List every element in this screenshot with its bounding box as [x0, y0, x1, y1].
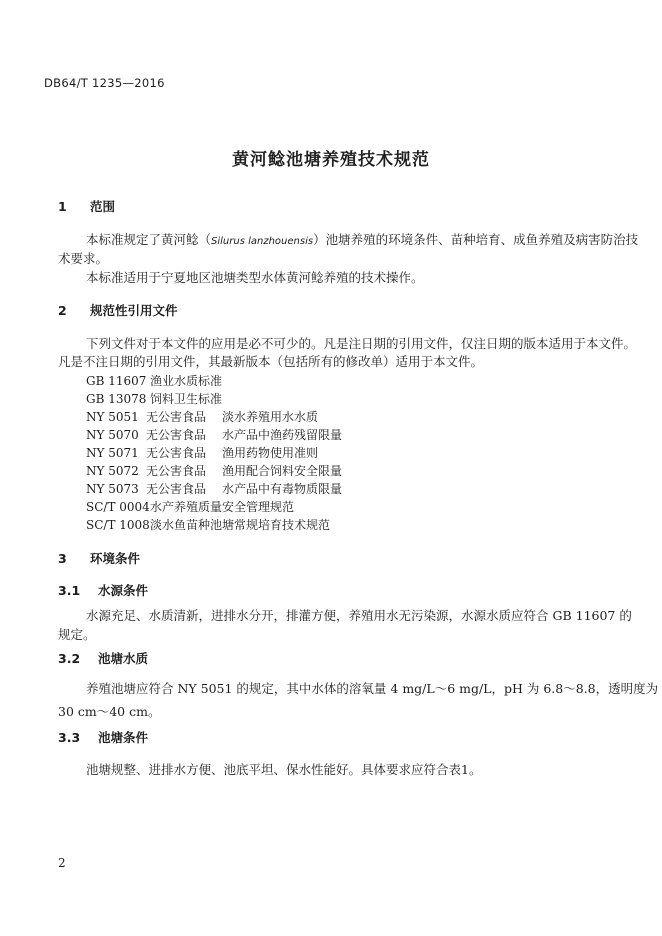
reference-category: 无公害食品: [146, 464, 207, 478]
section-number: 1: [58, 199, 67, 214]
reference-title: 淡水鱼苗种池塘常规培育技术规范: [150, 518, 331, 532]
water-quality-line-2: 30 cm～40 cm。: [58, 704, 161, 719]
reference-category: 无公害食品: [146, 482, 207, 496]
reference-title: 水产品中渔药残留限量: [222, 428, 343, 442]
reference-code: NY 5051: [86, 410, 139, 424]
page-title: 黄河鲶池塘养殖技术规范: [232, 150, 430, 170]
water-source-line-1: 水源充足、水质清新，进排水分开，排灌方便，养殖用水无污染源，水源水质应符合 GB 11607 的: [86, 608, 632, 623]
reference-item: [86, 462, 342, 479]
scope-paragraph-2: 本标准适用于宁夏地区池塘类型水体黄河鲶养殖的技术操作。: [86, 270, 424, 285]
reference-item: [86, 444, 318, 461]
document-code: DB64/T 1235—2016: [44, 76, 165, 90]
text-fragment: ）池塘养殖的环境条件、苗种培育、成鱼养殖及病害防治技: [313, 232, 639, 247]
reference-code: SC/T 0004: [86, 500, 150, 514]
reference-item: [86, 372, 222, 389]
reference-title: 饲料卫生标准: [150, 392, 223, 406]
reference-code: NY 5073: [86, 482, 139, 496]
reference-item: [86, 498, 294, 515]
reference-item: [86, 516, 330, 533]
section-1-heading: [58, 197, 115, 215]
subsection-3-1-heading: [58, 581, 148, 599]
reference-code: GB 11607: [86, 374, 147, 388]
reference-title: 淡水养殖用水水质: [222, 410, 319, 424]
section-number: 2: [58, 303, 67, 318]
water-source-line-2: 规定。: [58, 627, 96, 642]
reference-code: SC/T 1008: [86, 518, 150, 532]
reference-code: NY 5071: [86, 446, 139, 460]
section-3-heading: [58, 549, 140, 567]
scope-paragraph-line-2: 术要求。: [58, 251, 109, 266]
reference-code: NY 5070: [86, 428, 139, 442]
reference-title: 渔用药物使用准则: [222, 446, 319, 460]
reference-title: 渔用配合饲料安全限量: [222, 464, 343, 478]
subsection-title: 池塘条件: [98, 730, 149, 745]
reference-category: 无公害食品: [146, 410, 207, 424]
subsection-number: 3.3: [58, 730, 81, 745]
subsection-number: 3.2: [58, 651, 81, 666]
text-fragment: 本标准规定了黄河鲶（: [86, 232, 212, 247]
subsection-3-2-heading: [58, 649, 148, 667]
reference-code: GB 13078: [86, 392, 147, 406]
references-intro-line-1: 下列文件对于本文件的应用是必不可少的。凡是注日期的引用文件，仅注日期的版本适用于本文件。: [86, 336, 637, 351]
section-title: 范围: [90, 199, 116, 214]
page-number: 2: [58, 856, 66, 870]
subsection-3-3-heading: [58, 728, 148, 746]
reference-item: [86, 426, 342, 443]
scope-paragraph-line-1: [86, 229, 638, 252]
reference-category: 无公害食品: [146, 428, 207, 442]
section-title: 规范性引用文件: [90, 303, 178, 318]
reference-category: 无公害食品: [146, 446, 207, 460]
reference-title: 水产品中有毒物质限量: [222, 482, 343, 496]
reference-item: [86, 390, 222, 407]
reference-item: [86, 480, 342, 497]
subsection-title: 池塘水质: [98, 651, 149, 666]
section-2-heading: [58, 301, 178, 319]
water-quality-line-1: 养殖池塘应符合 NY 5051 的规定，其中水体的溶氧量 4 mg/L～6 mg/L，pH 为 6.8～8.8，透明度为: [86, 681, 659, 696]
section-title: 环境条件: [90, 551, 141, 566]
reference-code: NY 5072: [86, 464, 139, 478]
subsection-title: 水源条件: [98, 583, 149, 598]
subsection-number: 3.1: [58, 583, 81, 598]
reference-title: 水产养殖质量安全管理规范: [150, 500, 295, 514]
section-number: 3: [58, 551, 67, 566]
reference-item: [86, 408, 318, 425]
pond-conditions-line-1: 池塘规整、进排水方便、池底平坦、保水性能好。具体要求应符合表1。: [86, 762, 482, 777]
latin-name: Silurus lanzhouensis: [211, 236, 314, 247]
reference-title: 渔业水质标准: [150, 374, 223, 388]
references-intro-line-2: 凡是不注日期的引用文件，其最新版本（包括所有的修改单）适用于本文件。: [58, 354, 484, 369]
